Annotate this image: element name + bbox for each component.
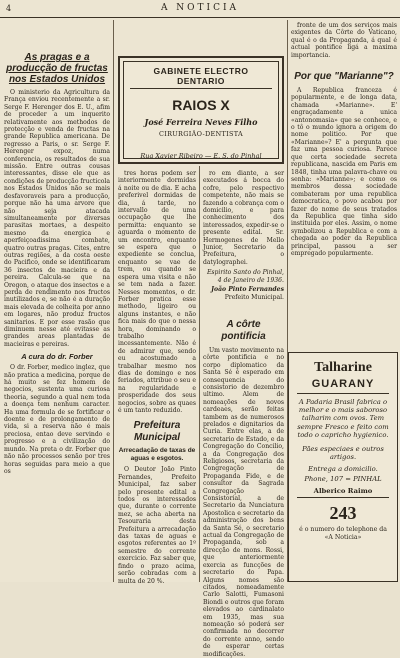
article-body: O dr. Forber, medico inglez, que não pratica a medicina, porque de há muito se fez homem de negocios, sustenta uma curiosa theoria, segundo a qual nem toda a doença tem nenhum caracter. Ha uma formula de se fortificar o doente e de prolongamento de vida, si a reserva não é mais preciosa, entao deve servindo e progresso e a civilização do mundo. Na preta o dr. Forber que não não processos senão por tres horas seguidas para meio a que os bbox=[4, 364, 110, 475]
ad-name: José Ferreira Neves Filho bbox=[144, 117, 258, 127]
divider bbox=[297, 393, 389, 394]
talharine-advertisement bbox=[288, 352, 398, 582]
masthead bbox=[0, 0, 400, 18]
ad-title: Talharine bbox=[314, 360, 372, 375]
article-headline: A côrte pontificia bbox=[221, 318, 266, 342]
article-body: Um vasto movimento na côrte pontificia e no corpo diplomatico da Santa Sé é esperado em consequencia do consistorio de dezembro ultimo. Alem de nomeações de novos cardeaes, serão feitas tambem as de numerosos prelados e dignitarios da Curia. Entre elas, a de secretario de Estado, e da Congregação do Concilio, a da Congregação dos Religiosos, secretaria da Congregação de Propaganda Fide, e de consultor da Sagrada Congregação Consistorial, a de Secretario da Nunciatura Apostolica e secretario da administração dos bens da Santa Sé, o secretario actual da Congregação de Propaganda, sob a direcção de mons. Rossi, que anteriormente exercia as funcções de secretario do Papa. Alguns nomes são citados, nomeadamente Carlo Salotti, Fumasoni Biondi e outros que foram elevados ao cardinalato em 1935, mas sua nomeação só poderá ser confirmada no decorrer do corrente anno, sendo de esperar certas modificações. bbox=[203, 346, 284, 658]
page-number: 4 bbox=[6, 4, 12, 13]
article-headline: As pragas e a producção de fructas nos Estados Unidos bbox=[6, 52, 108, 85]
ad-phone: Phone, 107 = PINHAL bbox=[304, 475, 382, 484]
ad-intro: A Padaria Brasil fabrica o melhor e o mais saboroso talharim com ovos. Tem sempre Fresco e feito com todo o capricho hygienico. bbox=[297, 398, 389, 439]
article-body: O Deutor João Pinto Fernandes, Prefeito Municipal, faz saber pelo presente edital a todos os interessados que, durante o corrente mez, se acha aberta na Tesouraria desta Prefeitura a arrecadação das taxas de aguas e esgotos referentes ao 1º semestre do corrente exercicio. Faz saber que, findo o prazo acima, serão cobradas com a multa de 20 %. bbox=[118, 466, 196, 585]
ad-profession: CIRURGIÃO-DENTISTA bbox=[158, 130, 244, 138]
article-dateline: Espirito Santo do Pinhal, 4 de Janeiro de 1936. bbox=[206, 269, 284, 284]
ad-subtitle: GUARANY bbox=[311, 378, 375, 390]
footer-phone-note: é o numero do telephone da «A Noticia» bbox=[299, 526, 387, 541]
ad-delivery: Entrega a domicilio. bbox=[308, 465, 378, 474]
column-rule bbox=[113, 20, 114, 582]
divider bbox=[297, 497, 389, 498]
article-body: ro em diante, a ser executados á bocca do cofre, pelo respectivo competente, não mais se fazendo a cobrança com o domicilio, e para conhecimento dos interessados, expedir-se o presente edital. Sr. Hermogenes de Mello Junior, Secretario da Prefeitura, o datylographei. bbox=[203, 170, 284, 266]
column-4 bbox=[291, 22, 397, 348]
article-body: fronte de um dos serviços mais exigentes da Côrte do Vaticano, qual é o da Propaganda, á qual é actual pontifice ligá a maxima importancia. bbox=[291, 22, 397, 59]
ad-address: Rua Xavier Ribeiro — E. S. do Pinhal bbox=[140, 152, 262, 160]
ad-subtitle: RAIOS X bbox=[172, 97, 230, 113]
article-signature-title: Prefeito Municipal. bbox=[224, 293, 284, 301]
footer-phone-number: 243 bbox=[329, 503, 357, 524]
ad-owner: Alberico Raimo bbox=[313, 487, 373, 496]
article-headline: Por que "Marianne"? bbox=[294, 71, 394, 83]
article-headline: Prefeitura Municipal bbox=[133, 420, 181, 444]
article-body: A Republica franceza é popularmente, e de longa data, chamada «Marianne». E' engraçadamente a unica «antonomasia» que se conhece, e o tô o mundo ignora a origem do nome politico. Por que «Marianne»? E' a pergunta que faz uma pessoa curiosa. Parece que certa sociedade secreta republicana, nascida em Paris em 1848, tinha uma palavra-chave ou senha: «Marianne»; e como os membros dessa sociedade combateram por uma republica democratica, o povo acabou por fazer do nome de seus tratados da Republica que tinha sido instituida por eles. Assim, o nome symbolizou a Republica e com a chegada ao poder da Republica principal, passou a ser empregado popularmente. bbox=[291, 87, 397, 257]
column-rule bbox=[199, 166, 200, 582]
ad-title: GABINETE ELECTRO DENTARIO bbox=[130, 66, 272, 89]
ad-specialties: Pães especiaes e outros artigos. bbox=[302, 445, 384, 462]
article-body: tres horas podem ser interiormente dormidas á noite ou de dia. E acha preferivel dormidas de dia, á tarde, no intervallo de uma occupação que lhe permitta: enquanto se aguarda o momento de um encontro, enquanto se espera que o expediente se conclua, enquanto se vae de trem, ou quando se espera uma visita e não se tem nada a fazer. Nesses momentos, o dr. Forber pratica esse methodo, ligeiro ou alguns instantes, e não fica mais do que o nessa hora, dominando o trabalho incessantemente. Não é de admirar que, sendo eu acostumado a trabalhar mesmo nos dias de domingo e nos feriados, attribue o seu e na regularidade e prosperidade dos seus negocios, sobre as quaes é um tanto reduzido. bbox=[118, 170, 196, 414]
article-signature: João Pinto Fernandes bbox=[211, 286, 284, 294]
dentist-advertisement bbox=[118, 56, 284, 164]
column-1 bbox=[4, 22, 110, 582]
column-2 bbox=[118, 170, 196, 585]
newspaper-title: A NOTICIA bbox=[160, 3, 240, 13]
article-subhead: Arrecadação de taxas de aguas e esgotos. bbox=[118, 447, 196, 463]
article-subhead: A cura do dr. Forber bbox=[21, 352, 93, 362]
article-body: O ministerio da Agricultura da França enviou recentemente a sr. Serge F. Herenger dos E. U., afim de proceder a um inquerito relativamente aos methodos de protecção e venda de fructas na grande Republica americana. De regresso a Paris, o sr. Serge F. Herenger expoz, numa conferencia, os resultados de sua missão. Entre outras cousas interessantes, disse ele que as condições de producção fructicola nos Estados Unidos não se mais desfavoraveis para a producção, porque não ha uma arvore que não seja atacada simultaneamente por diversas parasitas mortaes, a despeito mesmo da energica e aperfeiçoadissima combate, quatro outras pragas. Cites, entre outras regiões, a da costa oeste do Pacifico, onde se identificaram 36 insectos de macieira e da pereira. Calcula-se que na Oregon, o ataque dos insectos e a perda de rendimento nos fructos inutilizados e, se não é a duração mais elevada de colheita por anno em logares, não produz fructos sanitarios. E por esse rasão que diminuem nesse até evitasse as grandes areas plantadas de macieiras e pereiras. bbox=[4, 89, 110, 348]
column-3 bbox=[203, 170, 284, 658]
